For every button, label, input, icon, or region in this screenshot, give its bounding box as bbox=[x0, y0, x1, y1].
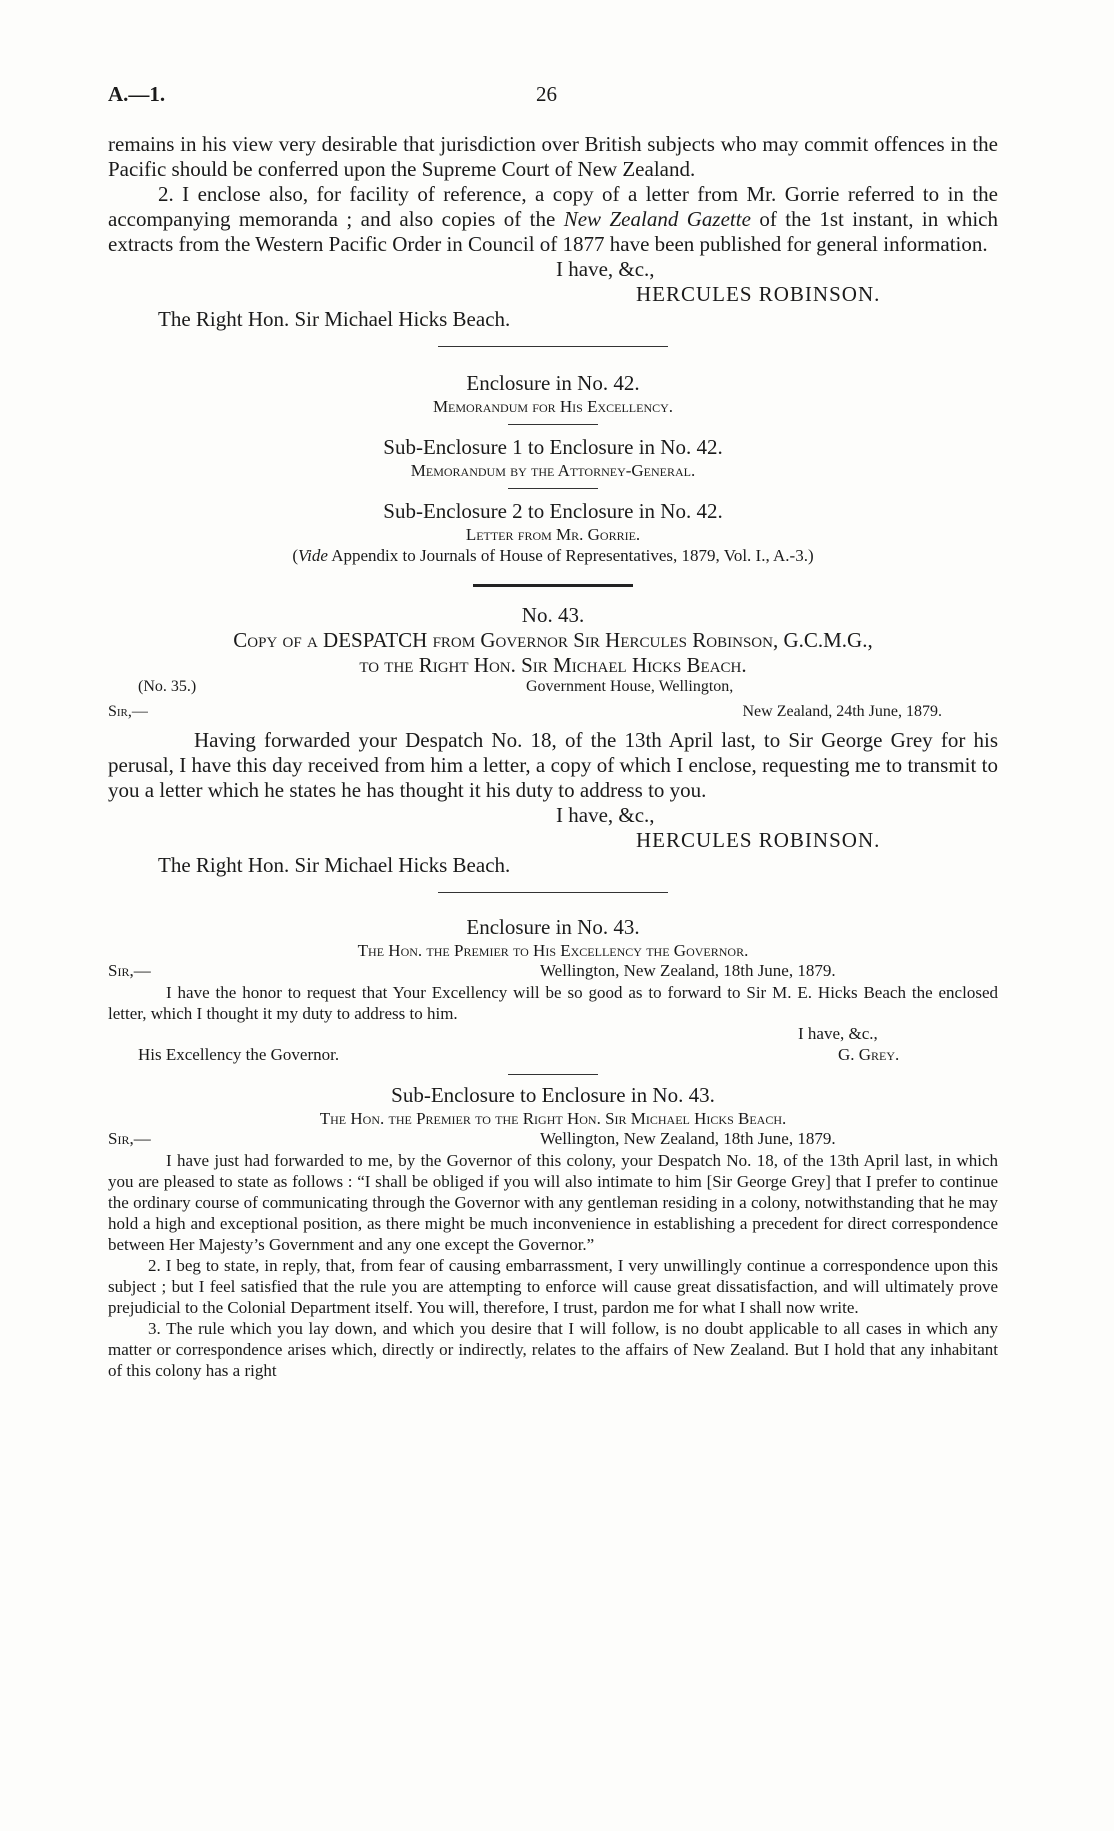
closing: I have, &c., bbox=[556, 257, 655, 281]
salutation-row bbox=[108, 961, 998, 982]
despatch-title: Copy of a DESPATCH from Governor Sir Hercules Robinson, G.C.M.G., bbox=[233, 628, 873, 652]
enclosure-subtitle: The Hon. the Premier to the Right Hon. Sir Michael Hicks Beach. bbox=[319, 1109, 787, 1128]
date-line: New Zealand, 24th June, 1879. bbox=[742, 703, 942, 720]
italic-text: Vide bbox=[298, 546, 328, 565]
text-span: ( bbox=[292, 546, 299, 565]
text-span: 2. I enclose also, for facility of reference, a copy of a letter from Mr. Gorrie referred to in the accompanying memoranda ; and also copies of the bbox=[108, 182, 998, 231]
despatch-title: to the Right Hon. Sir Michael Hicks Beach. bbox=[359, 653, 747, 677]
addressee: The Right Hon. Sir Michael Hicks Beach. bbox=[158, 853, 511, 877]
page-number: 26 bbox=[536, 82, 557, 106]
closing-row bbox=[108, 1024, 998, 1045]
closing: I have, &c., bbox=[798, 1024, 878, 1043]
despatch-number: No. 43. bbox=[521, 603, 585, 627]
paragraph: I have just had forwarded to me, by the Governor of this colony, your Despatch No. 18, of the 13th April last, in which you are pleased to state as follows : “I shall be obliged if you will also intimate to him [Sir George Grey] that I prefer to continue the ordinary course of communicating through the Governor with any gentleman residing in a colony, notwithstanding that he may hold a high and exceptional position, as there might be much inconvenience in establishing a precedent for direct correspondence between Her Majesty’s Government and any one except the Governor.” bbox=[108, 1151, 998, 1254]
paragraph: I have the honor to request that Your Excellency will be so good as to forward to Sir M. E. Hicks Beach the enclosed letter, which I thought it my duty to address to him. bbox=[108, 983, 998, 1023]
salutation-row bbox=[108, 703, 998, 728]
enclosure-title: Enclosure in No. 43. bbox=[466, 915, 640, 939]
page-header bbox=[108, 82, 1008, 112]
enclosure-subtitle: Letter from Mr. Gorrie. bbox=[465, 525, 641, 544]
date-line: Wellington, New Zealand, 18th June, 1879. bbox=[540, 961, 836, 980]
despatch-ref: (No. 35.) bbox=[138, 678, 197, 695]
enclosure-subtitle: Memorandum by the Attorney-General. bbox=[410, 461, 696, 480]
vide-note bbox=[108, 545, 998, 566]
enclosure-title: Sub-Enclosure 2 to Enclosure in No. 42. bbox=[383, 499, 723, 523]
addressee: The Right Hon. Sir Michael Hicks Beach. bbox=[158, 307, 511, 331]
signature: HERCULES ROBINSON. bbox=[636, 828, 881, 852]
signature: G. Grey. bbox=[838, 1045, 900, 1064]
text-span: of the 1st instant, in which extracts from the Western Pacific Order in Council of 1877 have been published for general information. bbox=[108, 207, 998, 256]
paragraph: 2. I beg to state, in reply, that, from fear of causing embarrassment, I very unwillingly continue a correspondence upon this subject ; but I feel satisfied that the rule you are attempting to enforce will cause great dissatisfaction, and will ultimately prove prejudicial to the Colonial Department itself. You will, therefore, I trust, pardon me for what I shall now write. bbox=[108, 1256, 998, 1317]
enclosure-title: Sub-Enclosure 1 to Enclosure in No. 42. bbox=[383, 435, 723, 459]
paragraph bbox=[108, 182, 998, 257]
date-line: Wellington, New Zealand, 18th June, 1879. bbox=[540, 1129, 836, 1148]
enclosure-title: Sub-Enclosure to Enclosure in No. 43. bbox=[391, 1083, 715, 1107]
section-code: A.—1. bbox=[108, 82, 166, 106]
salutation-row bbox=[108, 1129, 998, 1150]
addressee: His Excellency the Governor. bbox=[138, 1045, 340, 1064]
paragraph: 3. The rule which you lay down, and which you desire that I will follow, is no doubt applicable to all cases in which any matter or correspondence arises which, directly or indirectly, relates to the affairs of New Zealand. But I hold that any inhabitant of this colony has a right bbox=[108, 1319, 998, 1380]
enclosure-title: Enclosure in No. 42. bbox=[466, 371, 640, 395]
enclosure-subtitle: The Hon. the Premier to His Excellency the Governor. bbox=[357, 941, 749, 960]
signature: HERCULES ROBINSON. bbox=[636, 282, 881, 306]
italic-text: New Zealand Gazette bbox=[563, 207, 751, 231]
document-body bbox=[108, 132, 998, 1381]
reference-row bbox=[108, 678, 998, 703]
salutation: Sir,— bbox=[108, 703, 148, 720]
signature-row bbox=[108, 1045, 998, 1066]
salutation: Sir,— bbox=[108, 1129, 151, 1148]
closing: I have, &c., bbox=[556, 803, 655, 827]
paragraph: remains in his view very desirable that jurisdiction over British subjects who may commit offences in the Pacific should be conferred upon the Supreme Court of New Zealand. bbox=[108, 132, 998, 181]
place-line: Government House, Wellington, bbox=[526, 678, 734, 695]
text-span: Appendix to Journals of House of Representatives, 1879, Vol. I., A.-3.) bbox=[327, 546, 814, 565]
paragraph: Having forwarded your Despatch No. 18, of the 13th April last, to Sir George Grey for his perusal, I have this day received from him a letter, a copy of which I enclose, requesting me to transmit to you a letter which he states he has thought it his duty to address to you. bbox=[108, 728, 998, 802]
enclosure-subtitle: Memorandum for His Excellency. bbox=[432, 397, 674, 416]
salutation: Sir,— bbox=[108, 961, 151, 980]
